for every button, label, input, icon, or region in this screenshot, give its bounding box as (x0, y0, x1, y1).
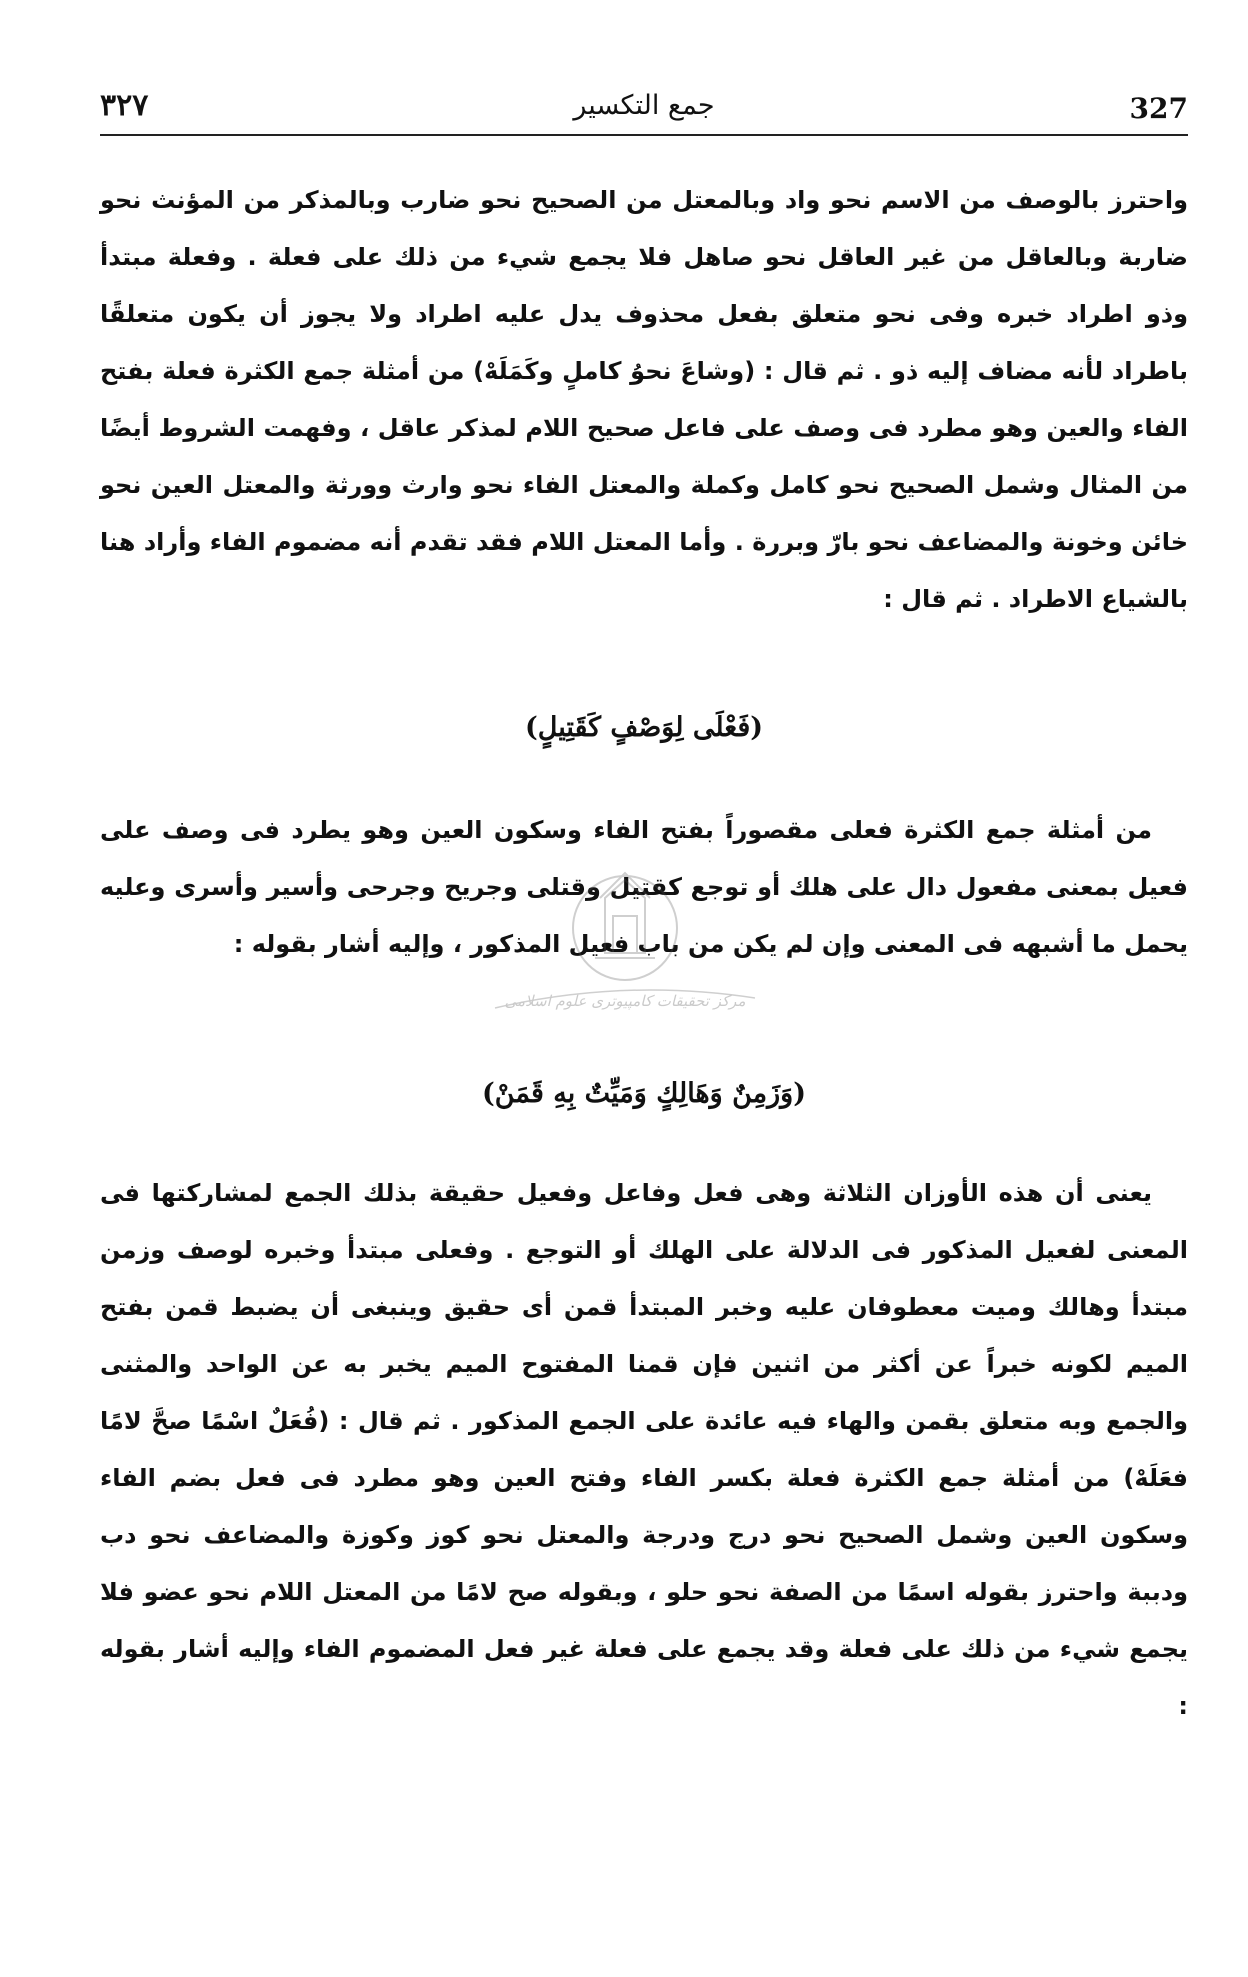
verse-1: (فَعْلَى لِوَصْفٍ كَقَتِيلٍ) (524, 712, 764, 743)
svg-text:مركز تحقیقات کامپیوتری علوم اس: مركز تحقیقات کامپیوتری علوم اسلامی (504, 992, 746, 1010)
verse-2: (وَزَمِنٌ وَهَالِكٍ وَمَيِّتٌ بِهِ قَمَنْ) (482, 1078, 806, 1109)
paragraph-3: يعنى أن هذه الأوزان الثلاثة وهى فعل وفاعل وفعيل حقيقة بذلك الجمع لمشاركتها فى المعنى لفعيل المذكور فى الدلالة على الهلك أو التوجع . وفعلى مبتدأ وخبره لوصف وزمن مبتدأ وهالك وميت معطوفان عليه وخبر المبتدأ قمن أى حقيق وينبغى أن يضبط قمن بفتح الميم لكونه خبراً عن أكثر من اثنين فإن قمنا المفتوح الميم يخبر به عن الواحد والمثنى والجمع وبه متعلق بقمن والهاء فيه عائدة على الجمع المذكور . ثم قال : (فُعَلٌ اسْمًا صحَّ لامًا فعَلَهْ) من أمثلة جمع الكثرة فعلة بكسر الفاء وفتح العين وهو مطرد فى فعل بضم الفاء وسكون العين وشمل الصحيح نحو درج ودرجة والمعتل نحو كوز وكوزة والمضاعف نحو دب ودببة واحترز بقوله اسمًا من الصفة نحو حلو ، وبقوله صح لامًا من المعتل اللام نحو عضو فلا يجمع شيء من ذلك على فعلة وقد يجمع على فعلة غير فعل المضموم الفاء وإليه أشار بقوله : (100, 1179, 1188, 1720)
page-number-arabic: ٣٢٧ (100, 88, 149, 123)
paragraph-1: واحترز بالوصف من الاسم نحو واد وبالمعتل من الصحيح نحو ضارب وبالمذكر من المؤنث نحو ضاربة وبالعاقل من غير العاقل نحو صاهل فلا يجمع شيء من ذلك على فعلة . وفعلة مبتدأ وذو اطراد خبره وفى نحو متعلق بفعل محذوف يدل عليه اطراد ولا يجوز أن يكون متعلقًا باطراد لأنه مضاف إليه ذو . ثم قال : (وشاعَ نحوُ كاملٍ وكَمَلَهْ) من أمثلة جمع الكثرة فعلة بفتح الفاء والعين وهو مطرد فى وصف على فاعل صحيح اللام لمذكر عاقل ، وفهمت الشروط أيضًا من المثال وشمل الصحيح نحو كامل وكملة والمعتل الفاء نحو وارث وورثة والمعتل العين نحو خائن وخونة والمضاعف نحو بارّ وبررة . وأما المعتل اللام فقد تقدم أنه مضموم الفاء وأراد هنا بالشياع الاطراد . ثم قال : (100, 186, 1188, 613)
library-seal-watermark-icon (455, 858, 795, 1038)
paragraph-2: من أمثلة جمع الكثرة فعلى مقصوراً بفتح الفاء وسكون العين وهو يطرد فى وصف على فعيل بمعنى مفعول دال على هلك أو توجع كقتيل وقتلى وجريح وجرحى وأسير وأسرى وعليه يحمل ما أشبهه فى المعنى وإن لم يكن من باب فعيل المذكور ، وإليه أشار بقوله : (100, 816, 1188, 958)
chapter-title: جمع التكسير (573, 90, 715, 121)
running-header (100, 88, 1188, 136)
page-number: 327 (1129, 92, 1188, 125)
